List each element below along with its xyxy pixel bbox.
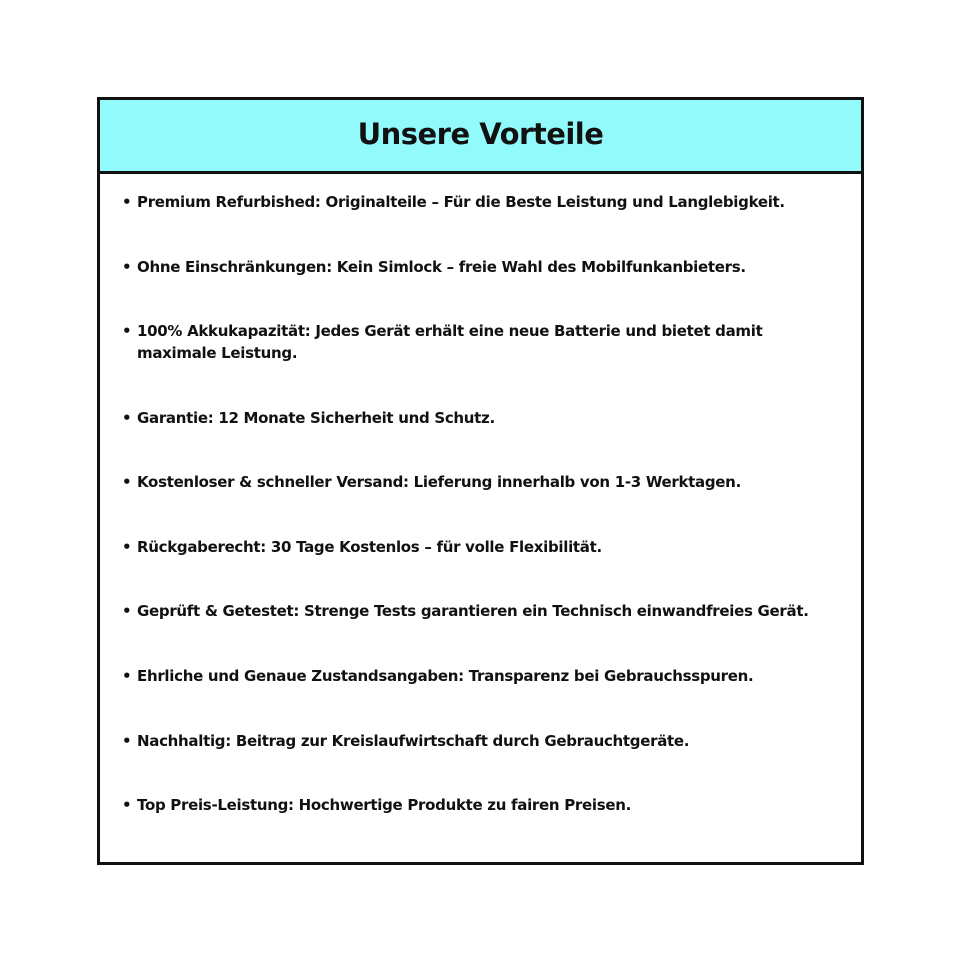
benefit-item bbox=[122, 471, 842, 493]
benefit-item bbox=[122, 191, 842, 213]
benefits-title: Unsere Vorteile bbox=[357, 116, 604, 151]
benefit-text: 100% Akkukapazität: Jedes Gerät erhält eine neue Batterie und bietet damit maximale Leistung. bbox=[137, 322, 763, 362]
benefit-item bbox=[122, 794, 842, 816]
benefit-text: Premium Refurbished: Originalteile – Für die Beste Leistung und Langlebigkeit. bbox=[137, 193, 785, 211]
benefit-item bbox=[122, 256, 842, 278]
benefit-item bbox=[122, 320, 842, 364]
benefit-text: Ehrliche und Genaue Zustandsangaben: Transparenz bei Gebrauchsspuren. bbox=[137, 667, 754, 685]
bullet-icon: • bbox=[122, 732, 132, 750]
bullet-icon: • bbox=[122, 796, 132, 814]
benefit-item bbox=[122, 730, 842, 752]
benefit-text: Garantie: 12 Monate Sicherheit und Schutz. bbox=[137, 409, 495, 427]
benefits-card bbox=[97, 97, 864, 865]
benefit-text: Nachhaltig: Beitrag zur Kreislaufwirtschaft durch Gebrauchtgeräte. bbox=[137, 732, 690, 750]
bullet-icon: • bbox=[122, 193, 132, 211]
benefit-text: Ohne Einschränkungen: Kein Simlock – freie Wahl des Mobilfunkanbieters. bbox=[137, 258, 746, 276]
benefit-item bbox=[122, 407, 842, 429]
bullet-icon: • bbox=[122, 602, 132, 620]
benefit-text: Kostenloser & schneller Versand: Lieferung innerhalb von 1-3 Werktagen. bbox=[137, 473, 741, 491]
bullet-icon: • bbox=[122, 538, 132, 556]
bullet-icon: • bbox=[122, 473, 132, 491]
benefit-item bbox=[122, 536, 842, 558]
bullet-icon: • bbox=[122, 667, 132, 685]
bullet-icon: • bbox=[122, 409, 132, 427]
benefit-text: Top Preis-Leistung: Hochwertige Produkte zu fairen Preisen. bbox=[137, 796, 631, 814]
benefit-text: Rückgaberecht: 30 Tage Kostenlos – für volle Flexibilität. bbox=[137, 538, 602, 556]
benefit-item bbox=[122, 665, 842, 687]
benefits-header bbox=[100, 100, 861, 174]
benefit-item bbox=[122, 600, 842, 622]
bullet-icon: • bbox=[122, 258, 132, 276]
benefit-text: Geprüft & Getestet: Strenge Tests garantieren ein Technisch einwandfreies Gerät. bbox=[137, 602, 809, 620]
bullet-icon: • bbox=[122, 322, 132, 340]
